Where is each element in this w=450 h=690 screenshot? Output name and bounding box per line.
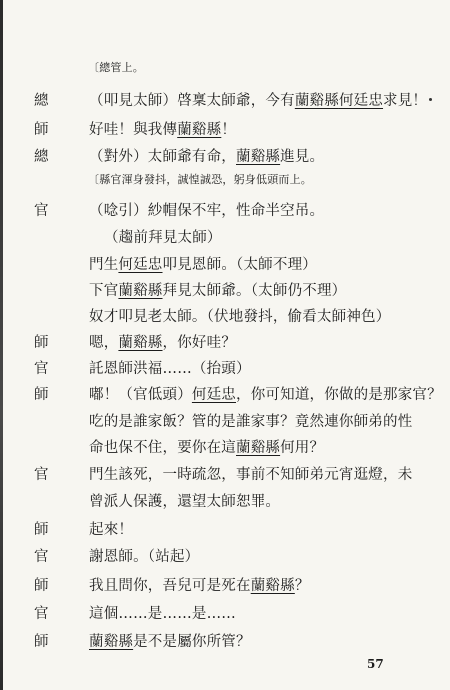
text-run: 奴才叩見老太師。（伏地發抖，偷看太師神色） [89, 309, 391, 325]
text-run: 是不是屬你所管？ [133, 634, 251, 650]
speaker-tag: 總 [34, 93, 49, 109]
proper-name: 何廷忠 [338, 93, 384, 109]
text-run: 門生 [89, 257, 119, 273]
dialogue-text [89, 490, 280, 511]
proper-name: 蘭谿縣 [236, 149, 281, 165]
speaker-tag: 師 [34, 578, 49, 594]
dialogue-text [89, 279, 346, 300]
text-run: 門生該死，一時疏忽，事前不知師弟元宵逛燈，未 [89, 467, 413, 483]
proper-name: 蘭谿縣 [177, 122, 222, 138]
text-run: 何用？ [280, 440, 325, 456]
stage-direction-top: 〔總管上。 [88, 61, 144, 74]
proper-name: 蘭谿縣 [118, 335, 163, 351]
dialogue-text [89, 574, 310, 595]
text-run: 命也保不住，要你在這 [89, 440, 236, 456]
dialogue-text [89, 518, 133, 539]
speaker-tag: 官 [34, 361, 49, 377]
text-run: 這個……是……是…… [89, 606, 236, 622]
ink-speck [429, 98, 432, 101]
speaker-tag: 總 [34, 149, 49, 165]
text-run: ？ [294, 578, 310, 594]
text-run: ，你好哇？ [162, 335, 237, 351]
dialogue-text [89, 630, 251, 651]
text-run: 嗯， [89, 335, 119, 351]
dialogue-text [89, 410, 412, 431]
page-number: 57 [367, 657, 384, 671]
speaker-tag: 官 [34, 203, 49, 219]
text-run: 起來！ [89, 522, 134, 538]
dialogue-text [89, 436, 324, 457]
dialogue-text [89, 331, 236, 352]
text-run: 拜見太師爺。（太師仍不理） [162, 283, 347, 299]
speaker-tag: 師 [34, 387, 49, 403]
text-run: 好哇！與我傳 [89, 122, 178, 138]
proper-name: 何廷忠 [118, 257, 163, 273]
speaker-tag: 師 [34, 122, 49, 138]
proper-name: 蘭谿縣 [89, 634, 134, 650]
dialogue-text [89, 253, 317, 274]
speaker-tag: 師 [34, 335, 49, 351]
text-run: 嘟！（官低頭） [89, 387, 192, 403]
dialogue-text [89, 463, 412, 484]
text-run: （對外）太師爺有命， [89, 149, 236, 165]
speaker-tag: 官 [34, 606, 49, 622]
proper-name: 蘭谿縣 [236, 440, 281, 456]
speaker-tag: 師 [34, 634, 49, 650]
speaker-tag: 官 [34, 467, 49, 483]
text-run: （叩見太師）啓稟太師爺，今有 [89, 93, 295, 109]
dialogue-text [89, 383, 442, 404]
text-run: （趨前拜見太師） [104, 230, 222, 246]
dialogue-text [89, 199, 324, 220]
dialogue-text [89, 89, 427, 110]
stage-direction-middle: 〔縣官渾身發抖，誠惶誠恐，躬身低頭而上。 [88, 173, 312, 186]
text-run: 進見。 [280, 149, 325, 165]
dialogue-text [89, 545, 199, 566]
text-run: 謝恩師。（站起） [89, 549, 200, 565]
dialogue-text [89, 357, 251, 378]
speaker-tag: 官 [34, 549, 49, 565]
text-run: 吃的是誰家飯？管的是誰家事？竟然連你師弟的性 [89, 414, 413, 430]
dialogue-text [89, 145, 324, 166]
proper-name: 何廷忠 [191, 387, 237, 403]
text-run: 求見！ [383, 93, 428, 109]
text-run: （唸引）紗帽保不牢，性命半空吊。 [89, 203, 325, 219]
proper-name: 蘭谿縣 [118, 283, 163, 299]
text-run: ！ [221, 122, 237, 138]
text-run: 託恩師洪福……（抬頭） [89, 361, 251, 377]
dialogue-text [89, 602, 236, 623]
dialogue-text [89, 118, 236, 139]
dialogue-text [89, 305, 390, 326]
text-run: ，你可知道，你做的是那家官？ [236, 387, 442, 403]
text-run: 曾派人保護，還望太師恕罪。 [89, 494, 281, 510]
text-run: 下官 [89, 283, 119, 299]
proper-name: 蘭谿縣 [294, 93, 339, 109]
text-run: 我且問你，吾兒可是死在 [89, 578, 251, 594]
text-run: 叩見恩師。（太師不理） [162, 257, 317, 273]
dialogue-text [104, 226, 222, 247]
speaker-tag: 師 [34, 522, 49, 538]
proper-name: 蘭谿縣 [250, 578, 295, 594]
